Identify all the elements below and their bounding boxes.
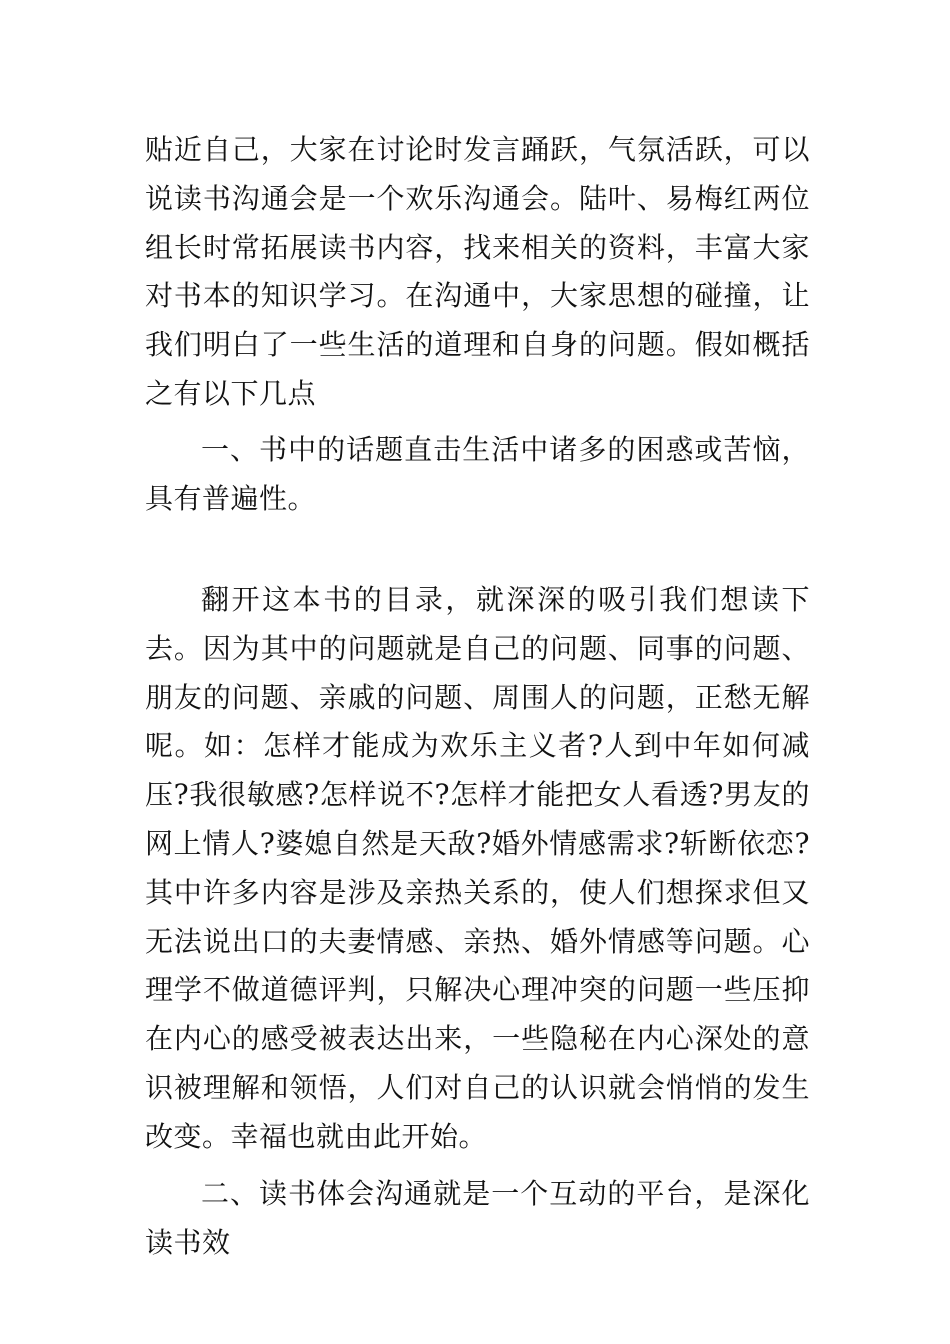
- paragraph-continuation: 贴近自己，大家在讨论时发言踊跃，气氛活跃，可以说读书沟通会是一个欢乐沟通会。陆叶、易梅红两位组长时常拓展读书内容，找来相关的资料，丰富大家对书本的知识学习。在沟通中，大家思想的碰撞，让我们明白了一些生活的道理和自身的问题。假如概括之有以下几点: [145, 133, 810, 410]
- paragraph-book-contents: 翻开这本书的目录，就深深的吸引我们想读下去。因为其中的问题就是自己的问题、同事的问题、朋友的问题、亲戚的问题、周围人的问题，正愁无解呢。如：怎样才能成为欢乐主义者?人到中年如何减压?我很敏感?怎样说不?怎样才能把女人看透?男友的网上情人?婆媳自然是天敌?婚外情感需求?斩断依恋?其中许多内容是涉及亲热关系的，使人们想探求但又无法说出口的夫妻情感、亲热、婚外情感等问题。心理学不做道德评判，只解决心理冲突的问题一些压抑在内心的感受被表达出来，一些隐秘在内心深处的意识被理解和领悟，人们对自己的认识就会悄悄的发生改变。幸福也就由此开始。: [145, 583, 810, 1153]
- paragraph-point-two-heading: 二、读书体会沟通就是一个互动的平台，是深化读书效: [145, 1177, 810, 1259]
- paragraph-point-one-heading: 一、书中的话题直击生活中诸多的困惑或苦恼，具有普遍性。: [145, 433, 810, 515]
